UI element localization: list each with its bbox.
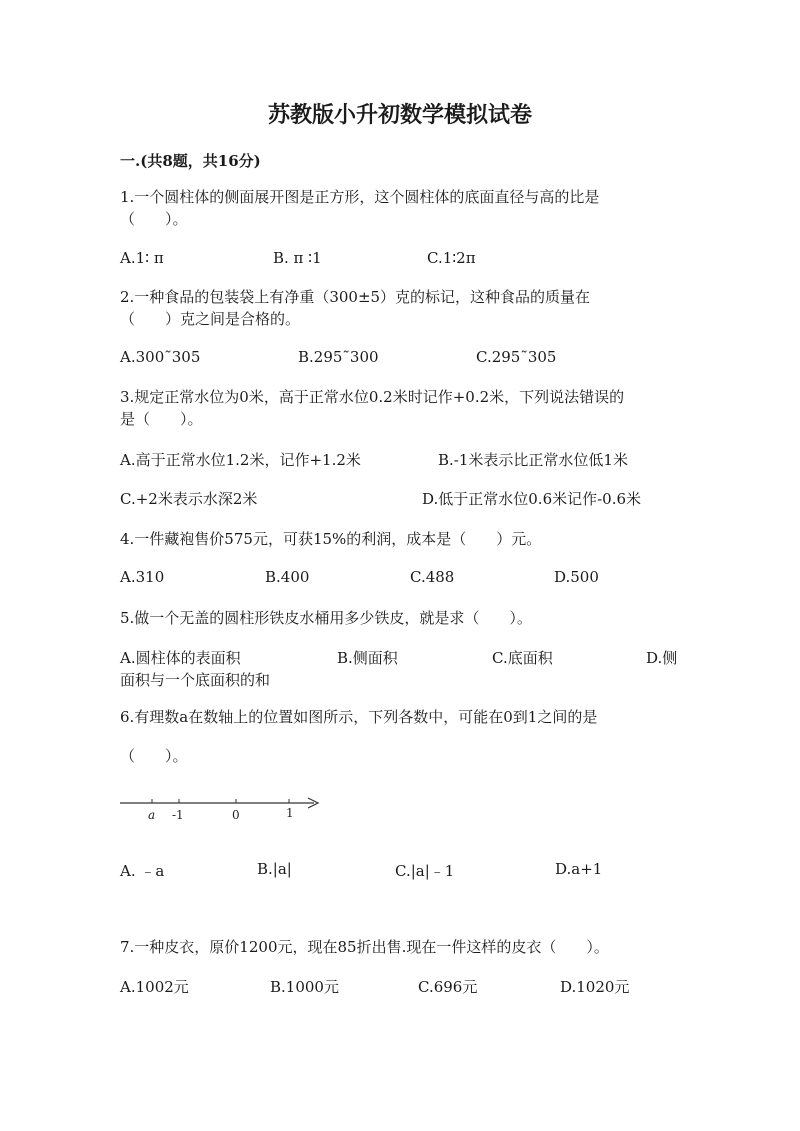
question-6-option-a[interactable]: A. ﹣a xyxy=(120,862,165,880)
question-6-option-b[interactable]: B.|a| xyxy=(257,860,292,878)
question-1-option-b[interactable]: B. π ∶1 xyxy=(273,249,322,267)
number-line-label-minus-1: -1 xyxy=(172,808,184,822)
question-2-option-b[interactable]: B.295˜300 xyxy=(298,348,379,366)
question-6-option-d[interactable]: D.a+1 xyxy=(555,860,603,878)
question-3-option-b[interactable]: B.-1米表示比正常水位低1米 xyxy=(438,451,628,469)
question-3-option-d[interactable]: D.低于正常水位0.6米记作-0.6米 xyxy=(422,490,642,508)
question-2-stem-line2: （ ）克之间是合格的。 xyxy=(120,310,301,328)
question-2-option-c[interactable]: C.295˜305 xyxy=(476,348,557,366)
number-line-figure xyxy=(118,792,328,828)
question-4-option-d[interactable]: D.500 xyxy=(554,568,599,586)
question-7-option-b[interactable]: B.1000元 xyxy=(270,978,339,996)
question-2-stem xyxy=(120,286,590,330)
question-4-option-a[interactable]: A.310 xyxy=(120,568,165,586)
question-7-option-d[interactable]: D.1020元 xyxy=(560,978,630,996)
question-3-option-c[interactable]: C.+2米表示水深2米 xyxy=(120,490,258,508)
question-3-stem xyxy=(120,386,624,430)
question-4-option-b[interactable]: B.400 xyxy=(265,568,310,586)
question-2-option-a[interactable]: A.300˜305 xyxy=(120,348,201,366)
question-6-option-c[interactable]: C.|a|﹣1 xyxy=(395,862,455,880)
number-line-label-1: 1 xyxy=(286,806,294,820)
question-1-option-a[interactable]: A.1∶ π xyxy=(120,249,164,267)
question-3-stem-line1: 3.规定正常水位为0米，高于正常水位0.2米时记作+0.2米，下列说法错误的 xyxy=(120,388,625,406)
question-6-stem-line1: 6.有理数a在数轴上的位置如图所示，下列各数中，可能在0到1之间的是 xyxy=(120,708,598,726)
question-7-option-a[interactable]: A.1002元 xyxy=(120,978,189,996)
question-7-stem: 7.一种皮衣，原价1200元，现在85折出售.现在一件这样的皮衣（ ）。 xyxy=(120,938,609,956)
question-2-stem-line1: 2.一种食品的包装袋上有净重（300±5）克的标记，这种食品的质量在 xyxy=(120,288,591,306)
question-7-option-c[interactable]: C.696元 xyxy=(418,978,478,996)
page-title: 苏教版小升初数学模拟试卷 xyxy=(267,102,532,128)
number-line-label-a: a xyxy=(148,808,156,822)
question-6-stem-line2: （ ）。 xyxy=(120,747,188,765)
question-5-option-b[interactable]: B.侧面积 xyxy=(337,649,398,667)
question-5-stem: 5.做一个无盖的圆柱形铁皮水桶用多少铁皮，就是求（ ）。 xyxy=(120,609,532,627)
question-3-option-a[interactable]: A.高于正常水位1.2米，记作+1.2米 xyxy=(120,451,361,469)
question-5-option-c[interactable]: C.底面积 xyxy=(492,649,553,667)
number-line-label-0: 0 xyxy=(232,808,240,822)
question-4-option-c[interactable]: C.488 xyxy=(410,568,455,586)
question-1-stem xyxy=(120,186,599,230)
question-3-stem-line2: 是（ ）。 xyxy=(120,410,203,428)
question-1-stem-line2: （ ）。 xyxy=(120,210,188,228)
question-4-stem: 4.一件藏袍售价575元，可获15%的利润，成本是（ ）元。 xyxy=(120,530,542,548)
question-1-option-c[interactable]: C.1∶2π xyxy=(427,249,476,267)
question-5-option-a[interactable]: A.圆柱体的表面积 xyxy=(120,649,241,667)
question-5-option-d-continued: 面积与一个底面积的和 xyxy=(120,671,271,689)
question-5-option-d[interactable]: D.侧 xyxy=(646,649,678,667)
question-1-stem-line1: 1.一个圆柱体的侧面展开图是正方形，这个圆柱体的底面直径与高的比是 xyxy=(120,188,600,206)
section-header: 一.(共8题，共16分) xyxy=(120,152,261,170)
